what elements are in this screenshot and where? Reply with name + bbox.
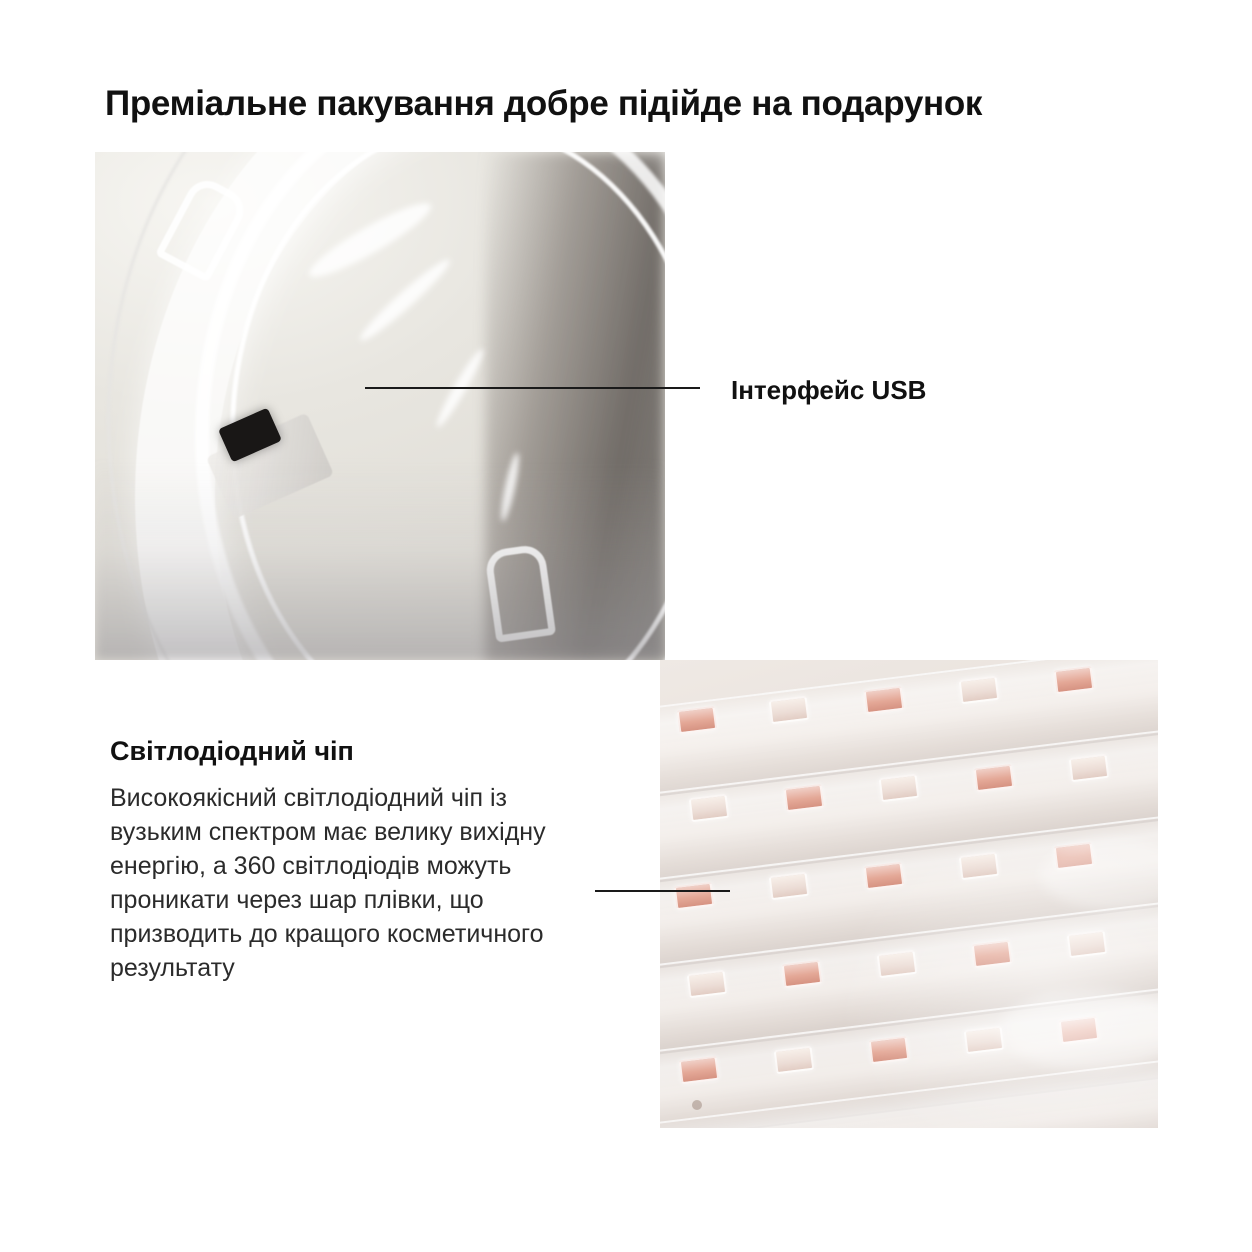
led-chip [774, 1046, 815, 1074]
led-chip [964, 1026, 1005, 1054]
led-chip [1067, 930, 1108, 958]
photo-led-strip-macro [660, 660, 1158, 1128]
callout-line-led [595, 890, 730, 892]
led-chip [879, 774, 920, 802]
callout-label-led: Світлодіодний чіп [110, 736, 354, 766]
led-chip [677, 706, 718, 734]
led-chip [689, 794, 730, 822]
led-chip [687, 970, 728, 998]
led-chip [972, 940, 1013, 968]
led-chip [1054, 666, 1095, 694]
led-chip [1069, 754, 1110, 782]
led-chip [769, 696, 810, 724]
callout-description-led: Високоякісний світлодіодний чіп із вузьким спектром має велику вихідну енергію, а 360 світлодіодів можуть проникати через шар плівки, що призводить до кращого косметичного результату [110, 784, 546, 983]
led-chip [864, 862, 905, 890]
led-chip [959, 676, 1000, 704]
callout-block-led [110, 735, 610, 985]
led-chip [877, 950, 918, 978]
led-chip [674, 882, 715, 910]
led-chip [769, 872, 810, 900]
page-title: Преміальне пакування добре підійде на подарунок [105, 84, 983, 124]
led-chip [864, 686, 905, 714]
led-chip [784, 784, 825, 812]
callout-label-usb: Інтерфейс USB [731, 375, 927, 405]
led-chip [782, 960, 823, 988]
photo-bottom-shadow [95, 460, 665, 660]
callout-line-usb [365, 387, 700, 389]
led-chip [974, 764, 1015, 792]
led-chip [679, 1056, 720, 1084]
led-chip [869, 1036, 910, 1064]
led-chip [959, 852, 1000, 880]
photo-usb-cable-ring [95, 152, 665, 660]
strip-dot [692, 1100, 702, 1110]
